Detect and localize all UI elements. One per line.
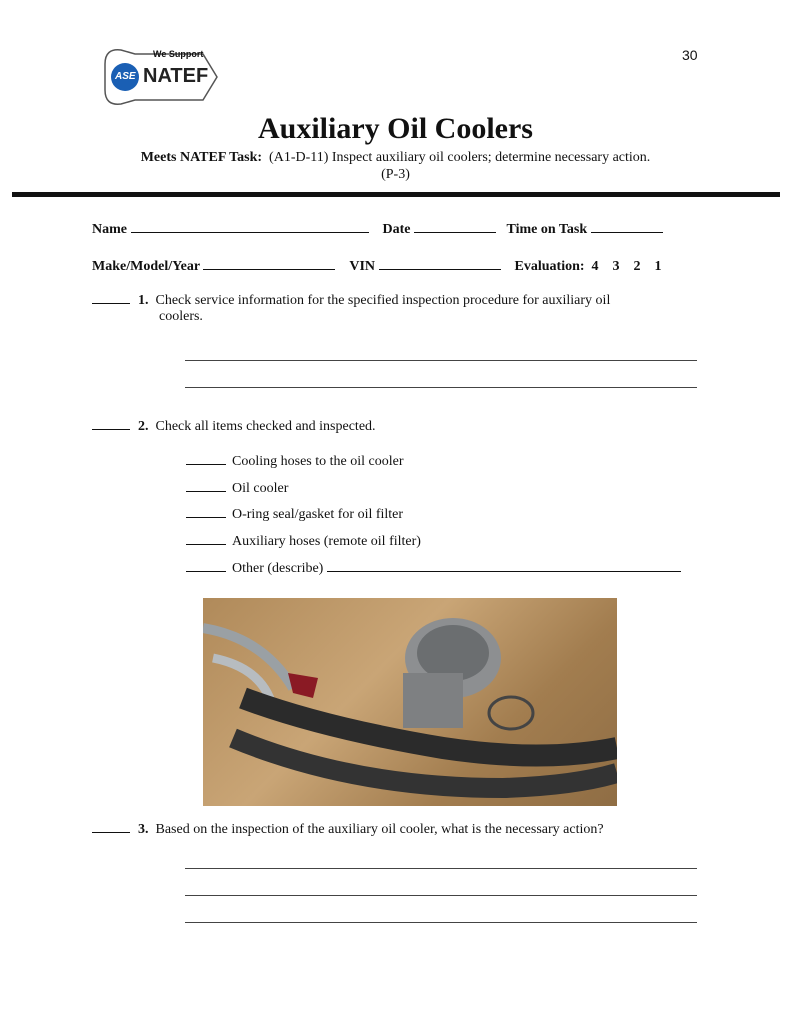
checkbox-blank[interactable]	[186, 505, 226, 518]
oil-cooler-photo	[203, 598, 617, 806]
score-4[interactable]: 4	[591, 259, 599, 274]
date-field[interactable]	[414, 220, 496, 233]
answer-line[interactable]	[185, 922, 697, 923]
checklist-item: Cooling hoses to the oil cooler	[186, 452, 403, 470]
info-row-2: Make/Model/Year VIN Evaluation: 4 3 2 1	[92, 259, 662, 274]
info-row-1: Name Date Time on Task	[92, 220, 663, 238]
step-1: 1. Check service information for the specified inspection procedure for auxiliary oil	[92, 291, 610, 309]
step-3: 3. Based on the inspection of the auxiliary oil cooler, what is the necessary action?	[92, 820, 604, 838]
task-priority: (P-3)	[381, 167, 410, 182]
answer-line[interactable]	[185, 387, 697, 388]
checkbox-blank[interactable]	[186, 452, 226, 465]
answer-line[interactable]	[185, 895, 697, 896]
step-2: 2. Check all items checked and inspected.	[92, 417, 376, 435]
answer-line[interactable]	[185, 360, 697, 361]
step-3-check[interactable]	[92, 820, 130, 833]
checklist-item: Oil cooler	[186, 479, 288, 497]
page-title: Auxiliary Oil Coolers	[258, 112, 533, 145]
checklist-item: O-ring seal/gasket for oil filter	[186, 505, 403, 523]
checklist-item: Other (describe)	[186, 559, 681, 577]
vin-field[interactable]	[379, 257, 501, 270]
checklist-item: Auxiliary hoses (remote oil filter)	[186, 532, 421, 550]
answer-line[interactable]	[185, 868, 697, 869]
score-3[interactable]: 3	[612, 259, 620, 274]
score-2[interactable]: 2	[633, 259, 641, 274]
make-model-year-field[interactable]	[203, 257, 335, 270]
checkbox-blank[interactable]	[186, 479, 226, 492]
score-1[interactable]: 1	[654, 259, 662, 274]
natef-logo: We Support ASE NATEF	[95, 44, 220, 110]
step-1-text-cont: coolers.	[159, 309, 203, 324]
page-number: 30	[682, 47, 698, 63]
name-field[interactable]	[131, 220, 369, 233]
time-on-task-field[interactable]	[591, 220, 663, 233]
checkbox-blank[interactable]	[186, 532, 226, 545]
step-1-check[interactable]	[92, 291, 130, 304]
step-2-check[interactable]	[92, 417, 130, 430]
task-line: Meets NATEF Task: (A1-D-11) Inspect auxiliary oil coolers; determine necessary action.	[140, 150, 651, 165]
other-describe-field[interactable]	[327, 559, 681, 572]
header-divider	[12, 192, 780, 197]
checkbox-blank[interactable]	[186, 559, 226, 572]
